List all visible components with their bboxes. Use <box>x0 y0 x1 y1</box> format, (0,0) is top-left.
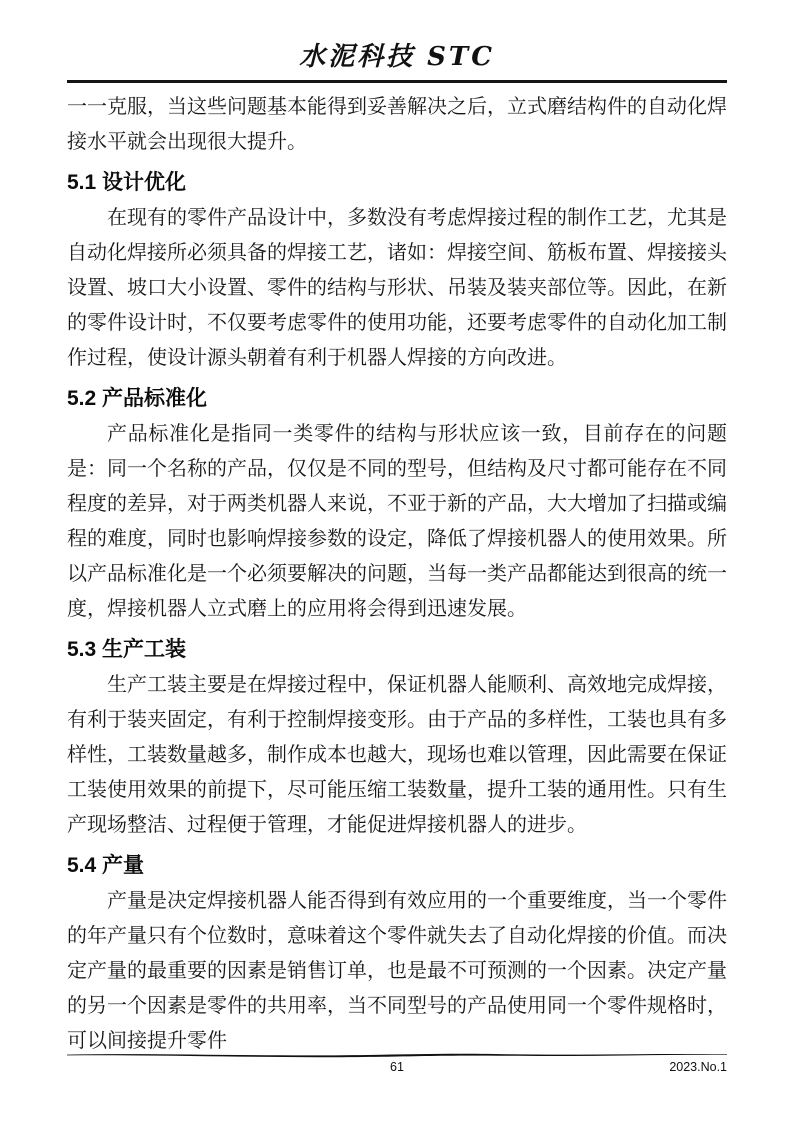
document-body <box>67 90 727 1059</box>
footer-row <box>67 1060 727 1080</box>
page-number: 61 <box>390 1060 404 1074</box>
page-content <box>67 40 727 1059</box>
intro-paragraph: 一一克服，当这些问题基本能得到妥善解决之后，立式磨结构件的自动化焊接水平就会出现很大提升。 <box>67 96 727 153</box>
section-paragraph-5-3: 生产工装主要是在焊接过程中，保证机器人能顺利、高效地完成焊接，有利于装夹固定，有利于控制焊接变形。由于产品的多样性，工装也具有多样性，工装数量越多，制作成本也越大，现场也难以管理，因此需要在保证工装使用效果的前提下，尽可能压缩工装数量，提升工装的通用性。只有生产现场整洁、过程便于管理，才能促进焊接机器人的进步。 <box>67 674 727 836</box>
page-header <box>67 40 727 83</box>
section-paragraph-5-2: 产品标准化是指同一类零件的结构与形状应该一致，目前存在的问题是：同一个名称的产品，仅仅是不同的型号，但结构及尺寸都可能存在不同程度的差异，对于两类机器人来说，不亚于新的产品，大大增加了扫描或编程的难度，同时也影响焊接参数的设定，降低了焊接机器人的使用效果。所以产品标准化是一个必须要解决的问题，当每一类产品都能达到很高的统一度，焊接机器人立式磨上的应用将会得到迅速发展。 <box>67 423 727 620</box>
section-paragraph-5-4: 产量是决定焊接机器人能否得到有效应用的一个重要维度，当一个零件的年产量只有个位数时，意味着这个零件就失去了自动化焊接的价值。而决定产量的最重要的因素是销售订单，也是最不可预测的一个因素。决定产量的另一个因素是零件的共用率，当不同型号的产品使用同一个零件规格时，可以间接提升零件 <box>67 890 727 1052</box>
page-footer <box>67 1052 727 1080</box>
issue-label: 2023.No.1 <box>669 1060 727 1074</box>
section-heading-5-1: 5.1 设计优化 <box>67 171 187 194</box>
section-heading-5-4: 5.4 产量 <box>67 854 145 877</box>
section-heading-5-2: 5.2 产品标准化 <box>67 387 208 410</box>
footer-rule <box>67 1052 727 1058</box>
section-paragraph-5-1: 在现有的零件产品设计中，多数没有考虑焊接过程的制作工艺，尤其是自动化焊接所必须具备的焊接工艺，诸如：焊接空间、筋板布置、焊接接头设置、坡口大小设置、零件的结构与形状、吊装及装夹部位等。因此，在新的零件设计时，不仅要考虑零件的使用功能，还要考虑零件的自动化加工制作过程，使设计源头朝着有利于机器人焊接的方向改进。 <box>67 207 727 369</box>
header-rule <box>67 80 727 83</box>
section-heading-5-3: 5.3 生产工装 <box>67 638 187 661</box>
journal-title: 水泥科技 STC <box>299 42 495 72</box>
